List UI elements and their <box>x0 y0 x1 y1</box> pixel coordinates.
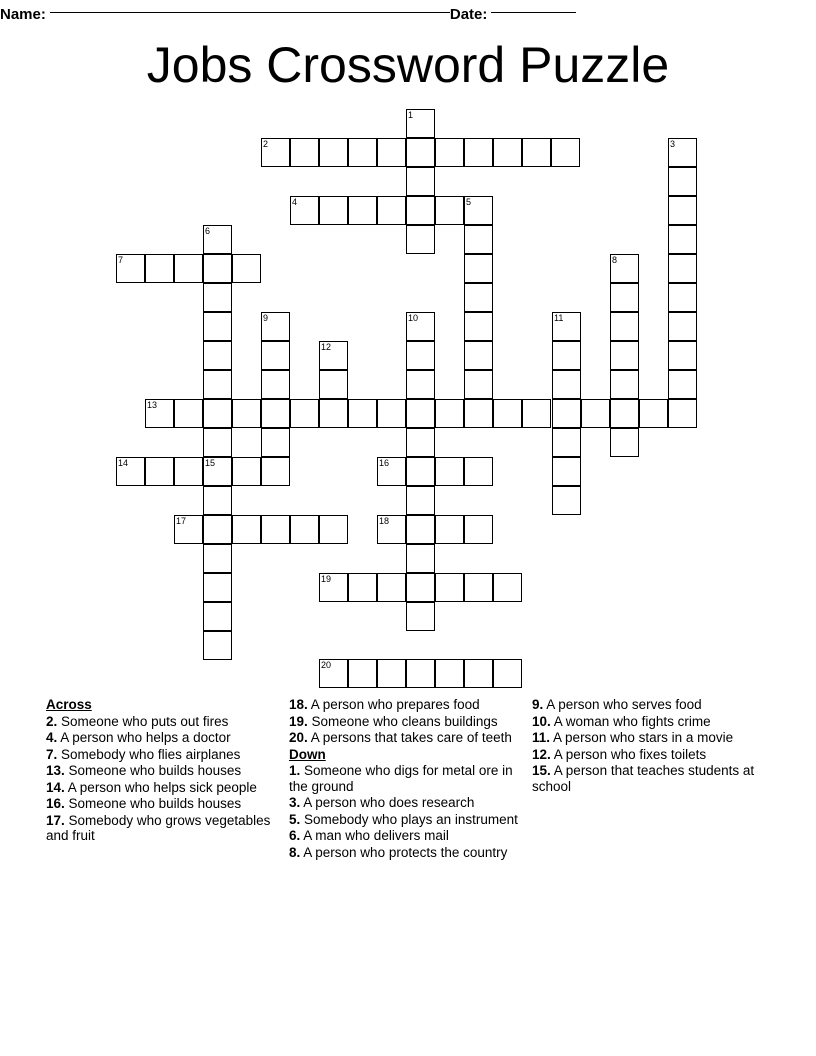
crossword-cell[interactable] <box>319 573 348 602</box>
crossword-cell[interactable] <box>406 167 435 196</box>
clue-text: A person who does research <box>300 795 475 810</box>
clue-item <box>46 730 281 746</box>
crossword-cell[interactable] <box>406 573 435 602</box>
page-title: Jobs Crossword Puzzle <box>146 37 670 93</box>
crossword-cell[interactable] <box>610 283 639 312</box>
clue-item <box>532 697 772 713</box>
crossword-cell[interactable] <box>435 138 464 167</box>
crossword-cell[interactable] <box>319 196 348 225</box>
crossword-cell[interactable] <box>581 399 610 428</box>
crossword-cell[interactable] <box>406 312 435 341</box>
crossword-cell[interactable] <box>668 225 697 254</box>
clue-text: A person who helps sick people <box>64 779 257 795</box>
crossword-cell[interactable] <box>406 515 435 544</box>
clue-column-3 <box>532 697 780 957</box>
crossword-cell[interactable] <box>522 399 551 428</box>
crossword-cell[interactable] <box>464 196 493 225</box>
crossword-cell[interactable] <box>290 138 319 167</box>
crossword-cell[interactable] <box>232 399 261 428</box>
clue-number: 15. <box>532 763 551 778</box>
cell-number: 12 <box>321 342 332 352</box>
crossword-cell[interactable] <box>552 428 581 457</box>
crossword-cell[interactable] <box>203 428 232 457</box>
crossword-cell[interactable] <box>435 196 464 225</box>
crossword-cell[interactable] <box>261 399 290 428</box>
crossword-cell[interactable] <box>435 659 464 688</box>
crossword-cell[interactable] <box>406 109 435 138</box>
crossword-cell[interactable] <box>377 573 406 602</box>
clue-number: 6. <box>289 828 301 843</box>
clue-text: Someone who digs for metal ore in the ground <box>289 763 513 794</box>
crossword-cell[interactable] <box>435 515 464 544</box>
clue-number: 9. <box>532 697 544 712</box>
crossword-grid[interactable] <box>0 108 816 688</box>
crossword-cell[interactable] <box>319 138 348 167</box>
clue-number: 14. <box>46 779 65 795</box>
cell-number: 6 <box>205 226 211 236</box>
clue-item <box>46 714 281 730</box>
crossword-cell[interactable] <box>464 457 493 486</box>
crossword-cell[interactable] <box>348 138 377 167</box>
date-input-line[interactable] <box>491 12 576 13</box>
crossword-cell[interactable] <box>493 399 522 428</box>
across-clue-list-2 <box>289 697 524 746</box>
crossword-cell[interactable] <box>668 399 697 428</box>
crossword-cell[interactable] <box>348 659 377 688</box>
clue-number: 11. <box>532 730 551 745</box>
crossword-cell[interactable] <box>348 399 377 428</box>
crossword-cell[interactable] <box>203 399 232 428</box>
clue-text: A person who protects the country <box>300 844 508 860</box>
crossword-cell[interactable] <box>174 399 203 428</box>
clue-item <box>46 747 281 763</box>
clue-text: Somebody who plays an instrument <box>300 811 518 827</box>
crossword-cell[interactable] <box>261 341 290 370</box>
crossword-cell[interactable] <box>668 254 697 283</box>
crossword-cell[interactable] <box>406 457 435 486</box>
cell-number: 2 <box>263 139 269 149</box>
crossword-cell[interactable] <box>610 399 639 428</box>
crossword-cell[interactable] <box>493 138 522 167</box>
crossword-cell[interactable] <box>203 283 232 312</box>
crossword-cell[interactable] <box>406 428 435 457</box>
clue-text: A man who delivers mail <box>300 828 449 843</box>
crossword-cell[interactable] <box>552 312 581 341</box>
cell-number: 13 <box>147 400 158 410</box>
crossword-cell[interactable] <box>290 399 319 428</box>
crossword-cell[interactable] <box>552 486 581 515</box>
crossword-cell[interactable] <box>610 312 639 341</box>
clue-text: A persons that takes care of teeth <box>307 730 512 745</box>
clue-item <box>46 763 281 779</box>
crossword-cell[interactable] <box>261 428 290 457</box>
crossword-cell[interactable] <box>261 312 290 341</box>
crossword-cell[interactable] <box>552 341 581 370</box>
crossword-cell[interactable] <box>290 196 319 225</box>
crossword-cell[interactable] <box>435 457 464 486</box>
crossword-cell[interactable] <box>464 370 493 399</box>
clue-item <box>532 763 772 794</box>
crossword-cell[interactable] <box>668 370 697 399</box>
clue-text: Somebody who flies airplanes <box>57 746 241 762</box>
crossword-cell[interactable] <box>377 138 406 167</box>
crossword-cell[interactable] <box>552 370 581 399</box>
crossword-cell[interactable] <box>493 659 522 688</box>
crossword-cell[interactable] <box>435 399 464 428</box>
crossword-cell[interactable] <box>319 659 348 688</box>
crossword-cell[interactable] <box>552 399 581 428</box>
clue-item <box>289 714 524 730</box>
crossword-cell[interactable] <box>174 457 203 486</box>
clue-number: 16. <box>46 796 65 811</box>
crossword-cell[interactable] <box>668 341 697 370</box>
clue-item <box>532 747 772 763</box>
crossword-cell[interactable] <box>145 254 174 283</box>
down-clue-list-2 <box>532 697 772 794</box>
crossword-cell[interactable] <box>319 515 348 544</box>
crossword-cell[interactable] <box>610 341 639 370</box>
crossword-cell[interactable] <box>377 196 406 225</box>
clue-text: A person who helps a doctor <box>57 730 231 745</box>
clue-item <box>46 796 281 812</box>
crossword-cell[interactable] <box>377 457 406 486</box>
clue-number: 17. <box>46 812 65 828</box>
crossword-cell[interactable] <box>610 428 639 457</box>
clue-item <box>289 795 524 811</box>
crossword-cell[interactable] <box>348 573 377 602</box>
name-label: Name: <box>0 5 46 23</box>
name-input-line[interactable] <box>50 12 450 13</box>
crossword-cell[interactable] <box>406 399 435 428</box>
cell-number: 20 <box>321 660 332 670</box>
crossword-cell[interactable] <box>464 312 493 341</box>
cell-number: 9 <box>263 313 269 323</box>
clue-number: 19. <box>289 713 308 729</box>
crossword-cell[interactable] <box>203 515 232 544</box>
crossword-cell[interactable] <box>406 370 435 399</box>
clue-text: Someone who cleans buildings <box>307 713 498 729</box>
crossword-cell[interactable] <box>668 167 697 196</box>
crossword-cell[interactable] <box>290 515 319 544</box>
crossword-cell[interactable] <box>493 573 522 602</box>
clue-number: 2. <box>46 713 58 729</box>
clue-number: 7. <box>46 746 58 762</box>
clue-text: A person who fixes toilets <box>550 746 707 762</box>
cell-number: 7 <box>118 255 124 265</box>
crossword-cell[interactable] <box>319 399 348 428</box>
crossword-cell[interactable] <box>174 515 203 544</box>
clue-text: A person who serves food <box>543 697 702 712</box>
across-heading: Across <box>46 697 92 712</box>
crossword-cell[interactable] <box>261 515 290 544</box>
clue-item <box>289 763 524 794</box>
clue-text: A person who stars in a movie <box>550 730 734 745</box>
clue-number: 1. <box>289 763 301 778</box>
crossword-cell[interactable] <box>145 457 174 486</box>
crossword-cell[interactable] <box>377 659 406 688</box>
crossword-cell[interactable] <box>232 515 261 544</box>
clue-text: Someone who builds houses <box>64 796 242 811</box>
clue-item <box>532 730 772 746</box>
crossword-cell[interactable] <box>203 544 232 573</box>
crossword-cell[interactable] <box>406 659 435 688</box>
crossword-cell[interactable] <box>406 138 435 167</box>
crossword-cell[interactable] <box>261 138 290 167</box>
cell-number: 15 <box>205 458 216 468</box>
across-clue-list-1 <box>46 714 281 844</box>
crossword-cell[interactable] <box>668 138 697 167</box>
crossword-cell[interactable] <box>406 486 435 515</box>
cell-number: 18 <box>379 516 390 526</box>
crossword-cell[interactable] <box>464 225 493 254</box>
clue-column-2 <box>289 697 532 957</box>
crossword-cell[interactable] <box>464 283 493 312</box>
clue-item <box>289 845 524 861</box>
crossword-cell[interactable] <box>464 138 493 167</box>
cell-number: 1 <box>408 110 414 120</box>
clue-number: 20. <box>289 730 308 745</box>
clue-column-1 <box>46 697 289 957</box>
crossword-cell[interactable] <box>203 370 232 399</box>
crossword-cell[interactable] <box>639 399 668 428</box>
clue-item <box>289 697 524 713</box>
crossword-cell[interactable] <box>319 341 348 370</box>
crossword-cell[interactable] <box>203 457 232 486</box>
clue-item <box>289 812 524 828</box>
clue-item <box>46 780 281 796</box>
down-clue-list-1 <box>289 763 524 860</box>
crossword-cell[interactable] <box>319 370 348 399</box>
cell-number: 11 <box>554 313 564 323</box>
crossword-cell[interactable] <box>348 196 377 225</box>
crossword-cell[interactable] <box>464 515 493 544</box>
crossword-cell[interactable] <box>406 225 435 254</box>
clue-text: Somebody who grows vegetables and fruit <box>46 812 271 843</box>
clue-item <box>289 730 524 746</box>
clue-number: 3. <box>289 795 301 810</box>
clue-number: 10. <box>532 713 551 729</box>
crossword-cell[interactable] <box>261 457 290 486</box>
crossword-cell[interactable] <box>406 602 435 631</box>
clue-text: A person that teaches students at school <box>532 763 755 794</box>
crossword-cell[interactable] <box>203 602 232 631</box>
down-heading: Down <box>289 746 326 762</box>
cell-number: 14 <box>118 458 129 468</box>
cell-number: 5 <box>466 197 472 207</box>
crossword-cell[interactable] <box>406 196 435 225</box>
crossword-cell[interactable] <box>232 457 261 486</box>
clue-item <box>289 828 524 844</box>
clue-number: 12. <box>532 746 551 762</box>
clue-number: 4. <box>46 730 58 745</box>
crossword-cell[interactable] <box>464 341 493 370</box>
cell-number: 8 <box>612 255 618 265</box>
crossword-cell[interactable] <box>203 573 232 602</box>
crossword-cell[interactable] <box>174 254 203 283</box>
crossword-cell[interactable] <box>203 312 232 341</box>
crossword-cell[interactable] <box>522 138 551 167</box>
crossword-cell[interactable] <box>464 254 493 283</box>
crossword-cell[interactable] <box>668 196 697 225</box>
crossword-cell[interactable] <box>668 283 697 312</box>
cell-number: 3 <box>670 139 676 149</box>
crossword-cell[interactable] <box>610 254 639 283</box>
crossword-cell[interactable] <box>406 341 435 370</box>
crossword-cell[interactable] <box>551 138 580 167</box>
crossword-cell[interactable] <box>261 370 290 399</box>
crossword-cell[interactable] <box>377 515 406 544</box>
clue-section <box>46 697 786 957</box>
crossword-cell[interactable] <box>406 544 435 573</box>
crossword-cell[interactable] <box>203 486 232 515</box>
crossword-cell[interactable] <box>145 399 174 428</box>
cell-number: 16 <box>379 458 390 468</box>
crossword-cell[interactable] <box>377 399 406 428</box>
date-label: Date: <box>449 5 488 23</box>
crossword-cell[interactable] <box>232 254 261 283</box>
crossword-cell[interactable] <box>435 573 464 602</box>
crossword-cell[interactable] <box>116 254 145 283</box>
clue-number: 13. <box>46 763 65 778</box>
clue-item <box>46 813 281 844</box>
crossword-cell[interactable] <box>668 312 697 341</box>
clue-item <box>532 714 772 730</box>
crossword-cell[interactable] <box>203 631 232 660</box>
crossword-cell[interactable] <box>610 370 639 399</box>
crossword-cell[interactable] <box>203 254 232 283</box>
crossword-cell[interactable] <box>203 225 232 254</box>
clue-number: 5. <box>289 811 301 827</box>
clue-number: 8. <box>289 844 301 860</box>
cell-number: 19 <box>321 574 332 584</box>
clue-text: A person who prepares food <box>307 697 480 712</box>
cell-number: 4 <box>292 197 298 207</box>
clue-text: A woman who fights crime <box>550 713 711 729</box>
crossword-cell[interactable] <box>464 573 493 602</box>
clue-number: 18. <box>289 697 308 712</box>
cell-number: 17 <box>176 516 187 526</box>
crossword-cell[interactable] <box>464 659 493 688</box>
crossword-cell[interactable] <box>552 457 581 486</box>
cell-number: 10 <box>408 313 419 323</box>
name-date-header <box>0 0 816 28</box>
crossword-cell[interactable] <box>464 399 493 428</box>
clue-text: Someone who builds houses <box>64 763 242 778</box>
clue-text: Someone who puts out fires <box>57 713 229 729</box>
crossword-cell[interactable] <box>116 457 145 486</box>
crossword-cell[interactable] <box>203 341 232 370</box>
